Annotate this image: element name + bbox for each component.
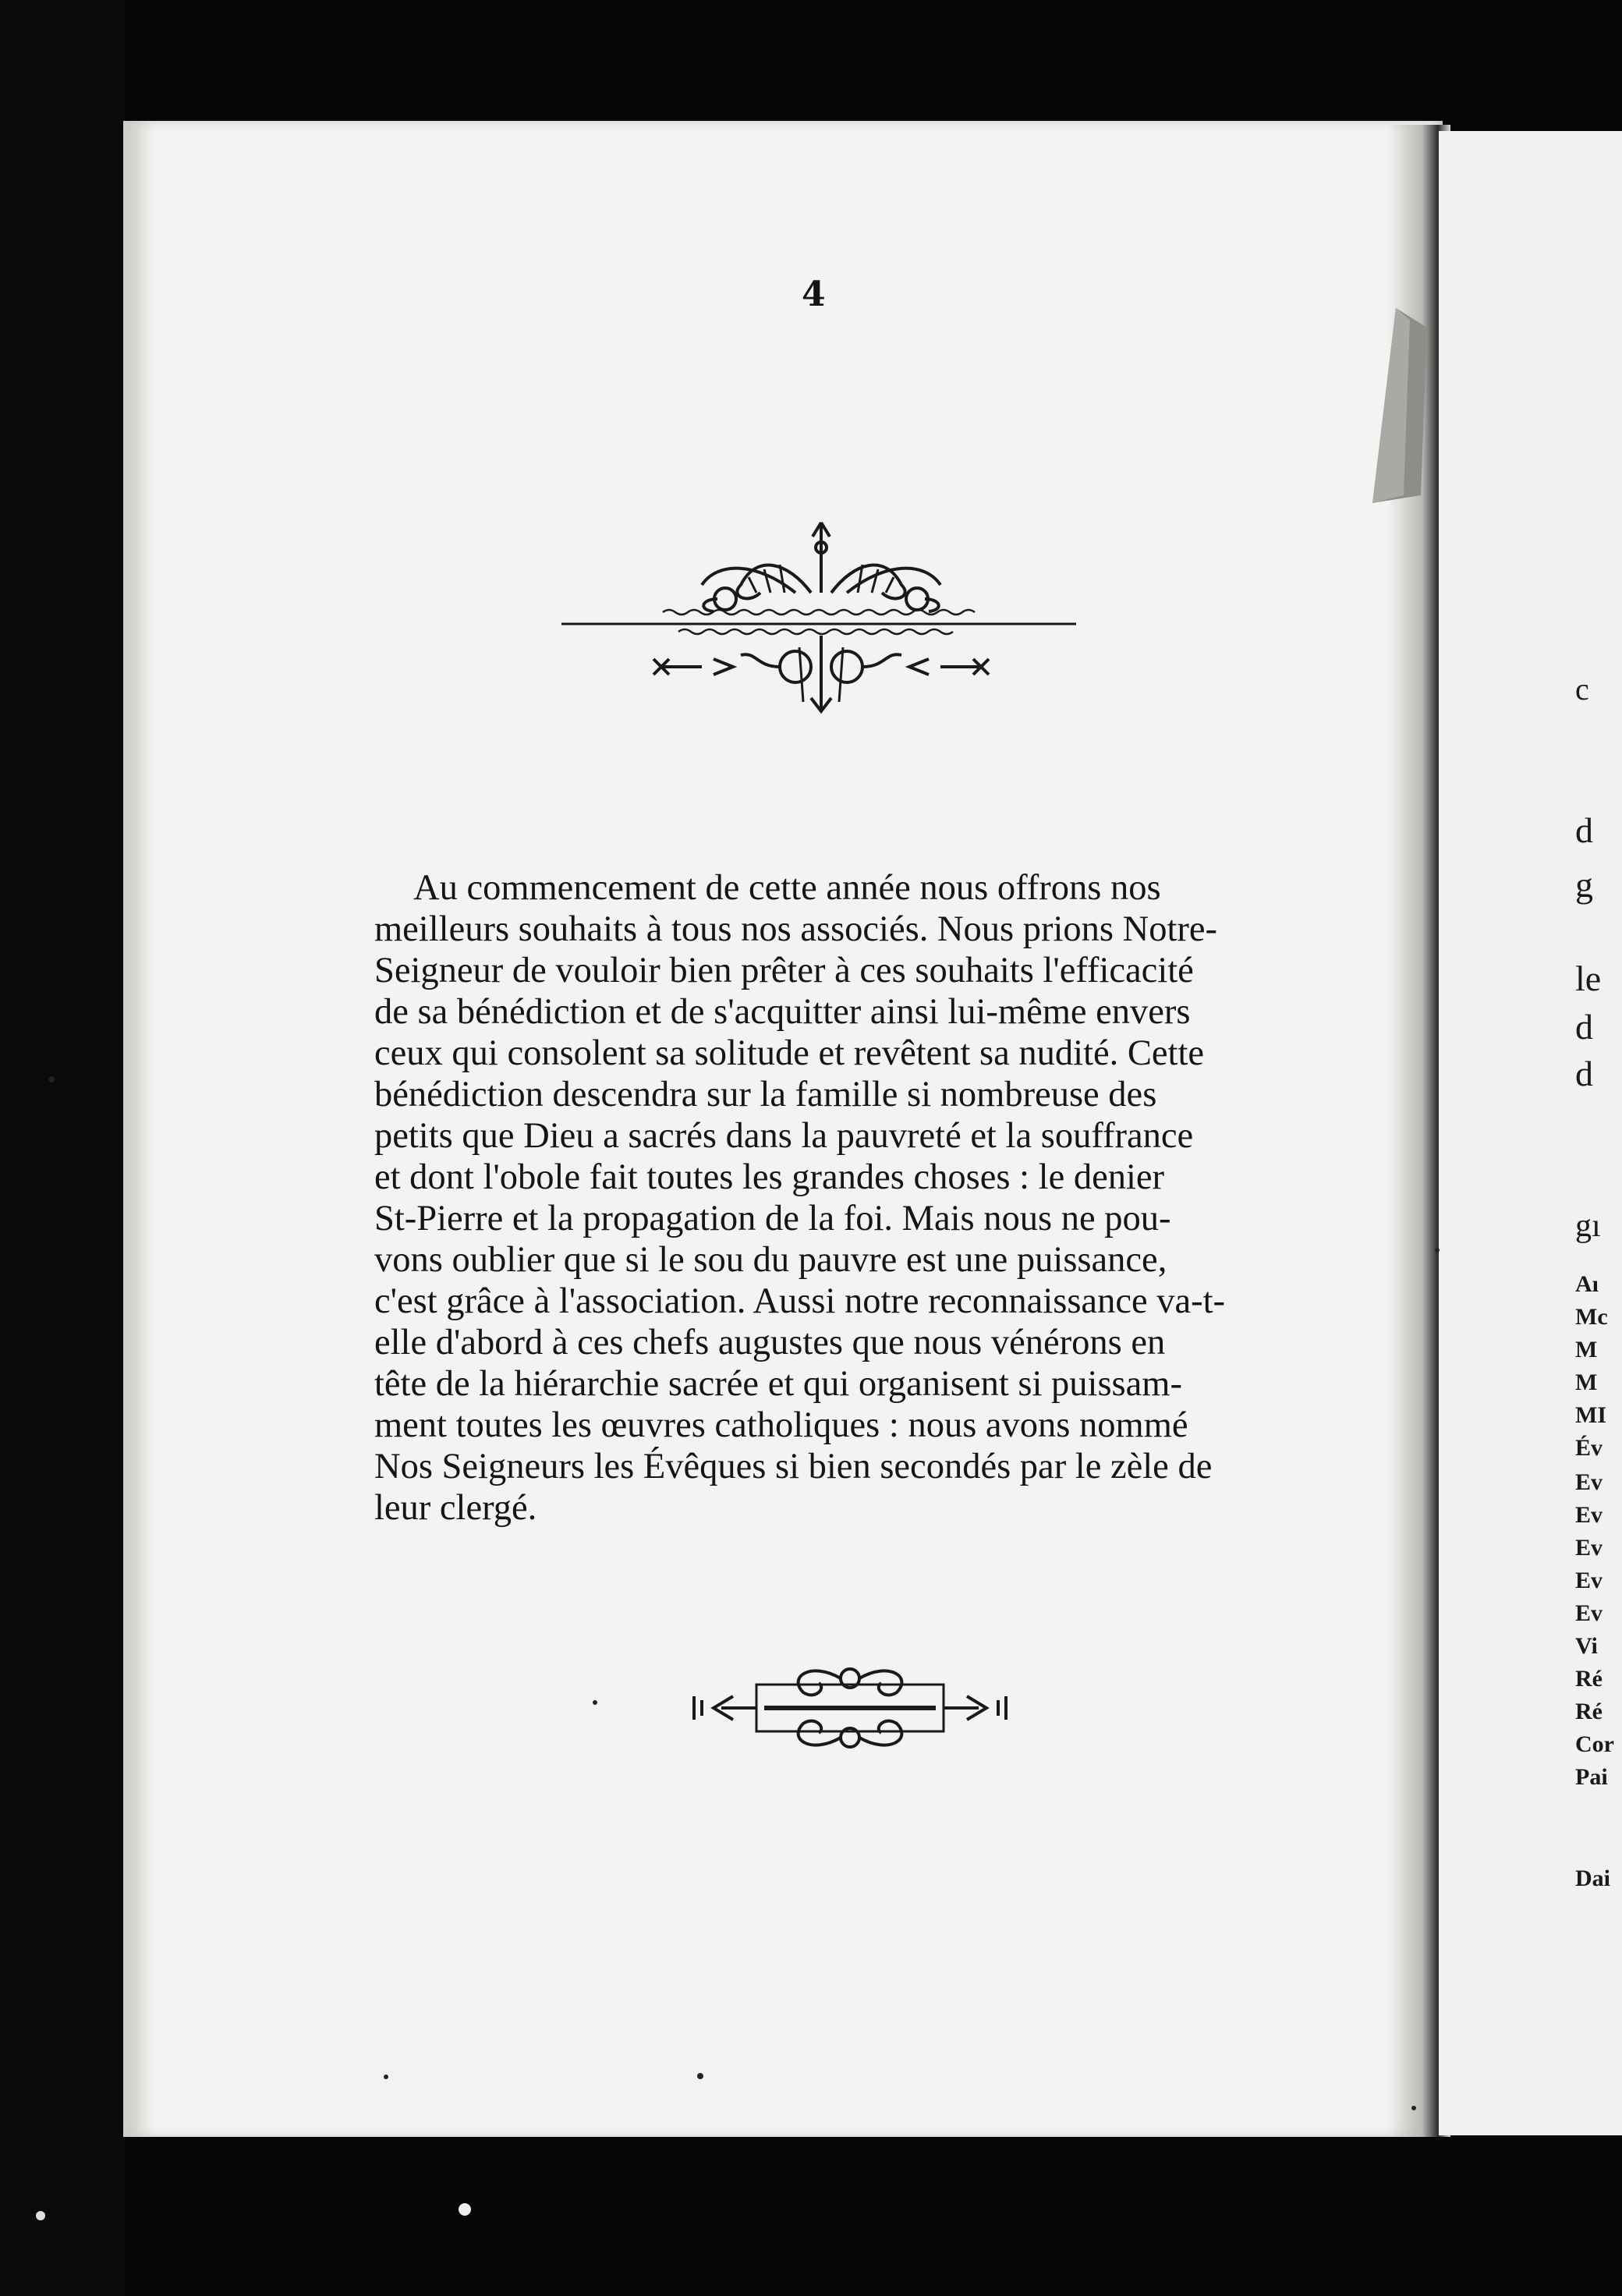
fragment: Ev [1575, 1535, 1603, 1561]
fragment: M [1575, 1369, 1598, 1395]
fragment: g [1575, 865, 1593, 905]
fragment: Ev [1575, 1600, 1603, 1626]
fragment: c [1575, 671, 1589, 707]
speck [384, 2075, 388, 2079]
fragment: Ré [1575, 1699, 1603, 1724]
text-line: de sa bénédiction et de s'acquitter ainsi lui-même envers [374, 992, 1191, 1032]
text-line: leur clergé. [374, 1488, 537, 1528]
speck [1435, 1248, 1440, 1253]
text-line: c'est grâce à l'association. Aussi notre reconnaissance va-t- [374, 1281, 1226, 1321]
page-number: 4 [802, 275, 826, 314]
text-line: elle d'abord à ces chefs augustes que nous vénérons en [374, 1323, 1166, 1362]
fragment: MI [1575, 1402, 1606, 1428]
speck [593, 1700, 597, 1705]
speck [36, 2211, 45, 2220]
text-line: bénédiction descendra sur la famille si nombreuse des [374, 1075, 1157, 1114]
top-ornament [561, 507, 1084, 725]
folded-page-corner [1372, 308, 1427, 503]
text-line: vons oublier que si le sou du pauvre est une puissance, [374, 1240, 1167, 1280]
text-line: meilleurs souhaits à tous nos associés. Nous prions Notre- [374, 909, 1217, 949]
fragment: Ev [1575, 1568, 1603, 1593]
text-line: Seigneur de vouloir bien prêter à ces souhaits l'efficacité [374, 951, 1194, 990]
text-line: Au commencement de cette année nous offrons nos [413, 868, 1161, 908]
fragment: Mc [1575, 1304, 1608, 1330]
text-line: et dont l'obole fait toutes les grandes choses : le denier [374, 1157, 1165, 1197]
fragment: Év [1575, 1435, 1603, 1461]
fragment: Ev [1575, 1469, 1603, 1495]
fragment: Ev [1575, 1502, 1603, 1528]
text-line: petits que Dieu a sacrés dans la pauvreté et la souffrance [374, 1116, 1194, 1156]
fragment: d [1575, 1054, 1593, 1093]
fragment: le [1575, 958, 1602, 998]
speck [459, 2203, 471, 2216]
body-paragraph [374, 867, 1298, 1529]
right-page-fragments [1575, 0, 1622, 2296]
fragment: Vi [1575, 1633, 1598, 1659]
speck [1411, 2106, 1416, 2110]
fragment: Aı [1575, 1271, 1599, 1297]
bottom-ornament [678, 1661, 1022, 1755]
text-line: Nos Seigneurs les Évêques si bien secondés par le zèle de [374, 1447, 1213, 1486]
speck [697, 2073, 703, 2079]
scan-border [0, 0, 125, 2296]
speck [48, 1076, 55, 1082]
fragment: d [1575, 1007, 1593, 1047]
text-line: St-Pierre et la propagation de la foi. Mais nous ne pou- [374, 1199, 1171, 1238]
fragment: Dai [1575, 1866, 1610, 1891]
fragment: gı [1575, 1208, 1601, 1244]
text-line: tête de la hiérarchie sacrée et qui organisent si puissam- [374, 1364, 1182, 1404]
fragment: M [1575, 1337, 1598, 1362]
text-line: ceux qui consolent sa solitude et revêtent sa nudité. Cette [374, 1033, 1205, 1073]
fragment: d [1575, 810, 1593, 850]
fragment: Cor [1575, 1731, 1614, 1757]
fragment: Pai [1575, 1764, 1608, 1790]
fragment: Ré [1575, 1666, 1603, 1692]
text-line: ment toutes les œuvres catholiques : nous avons nommé [374, 1405, 1188, 1445]
